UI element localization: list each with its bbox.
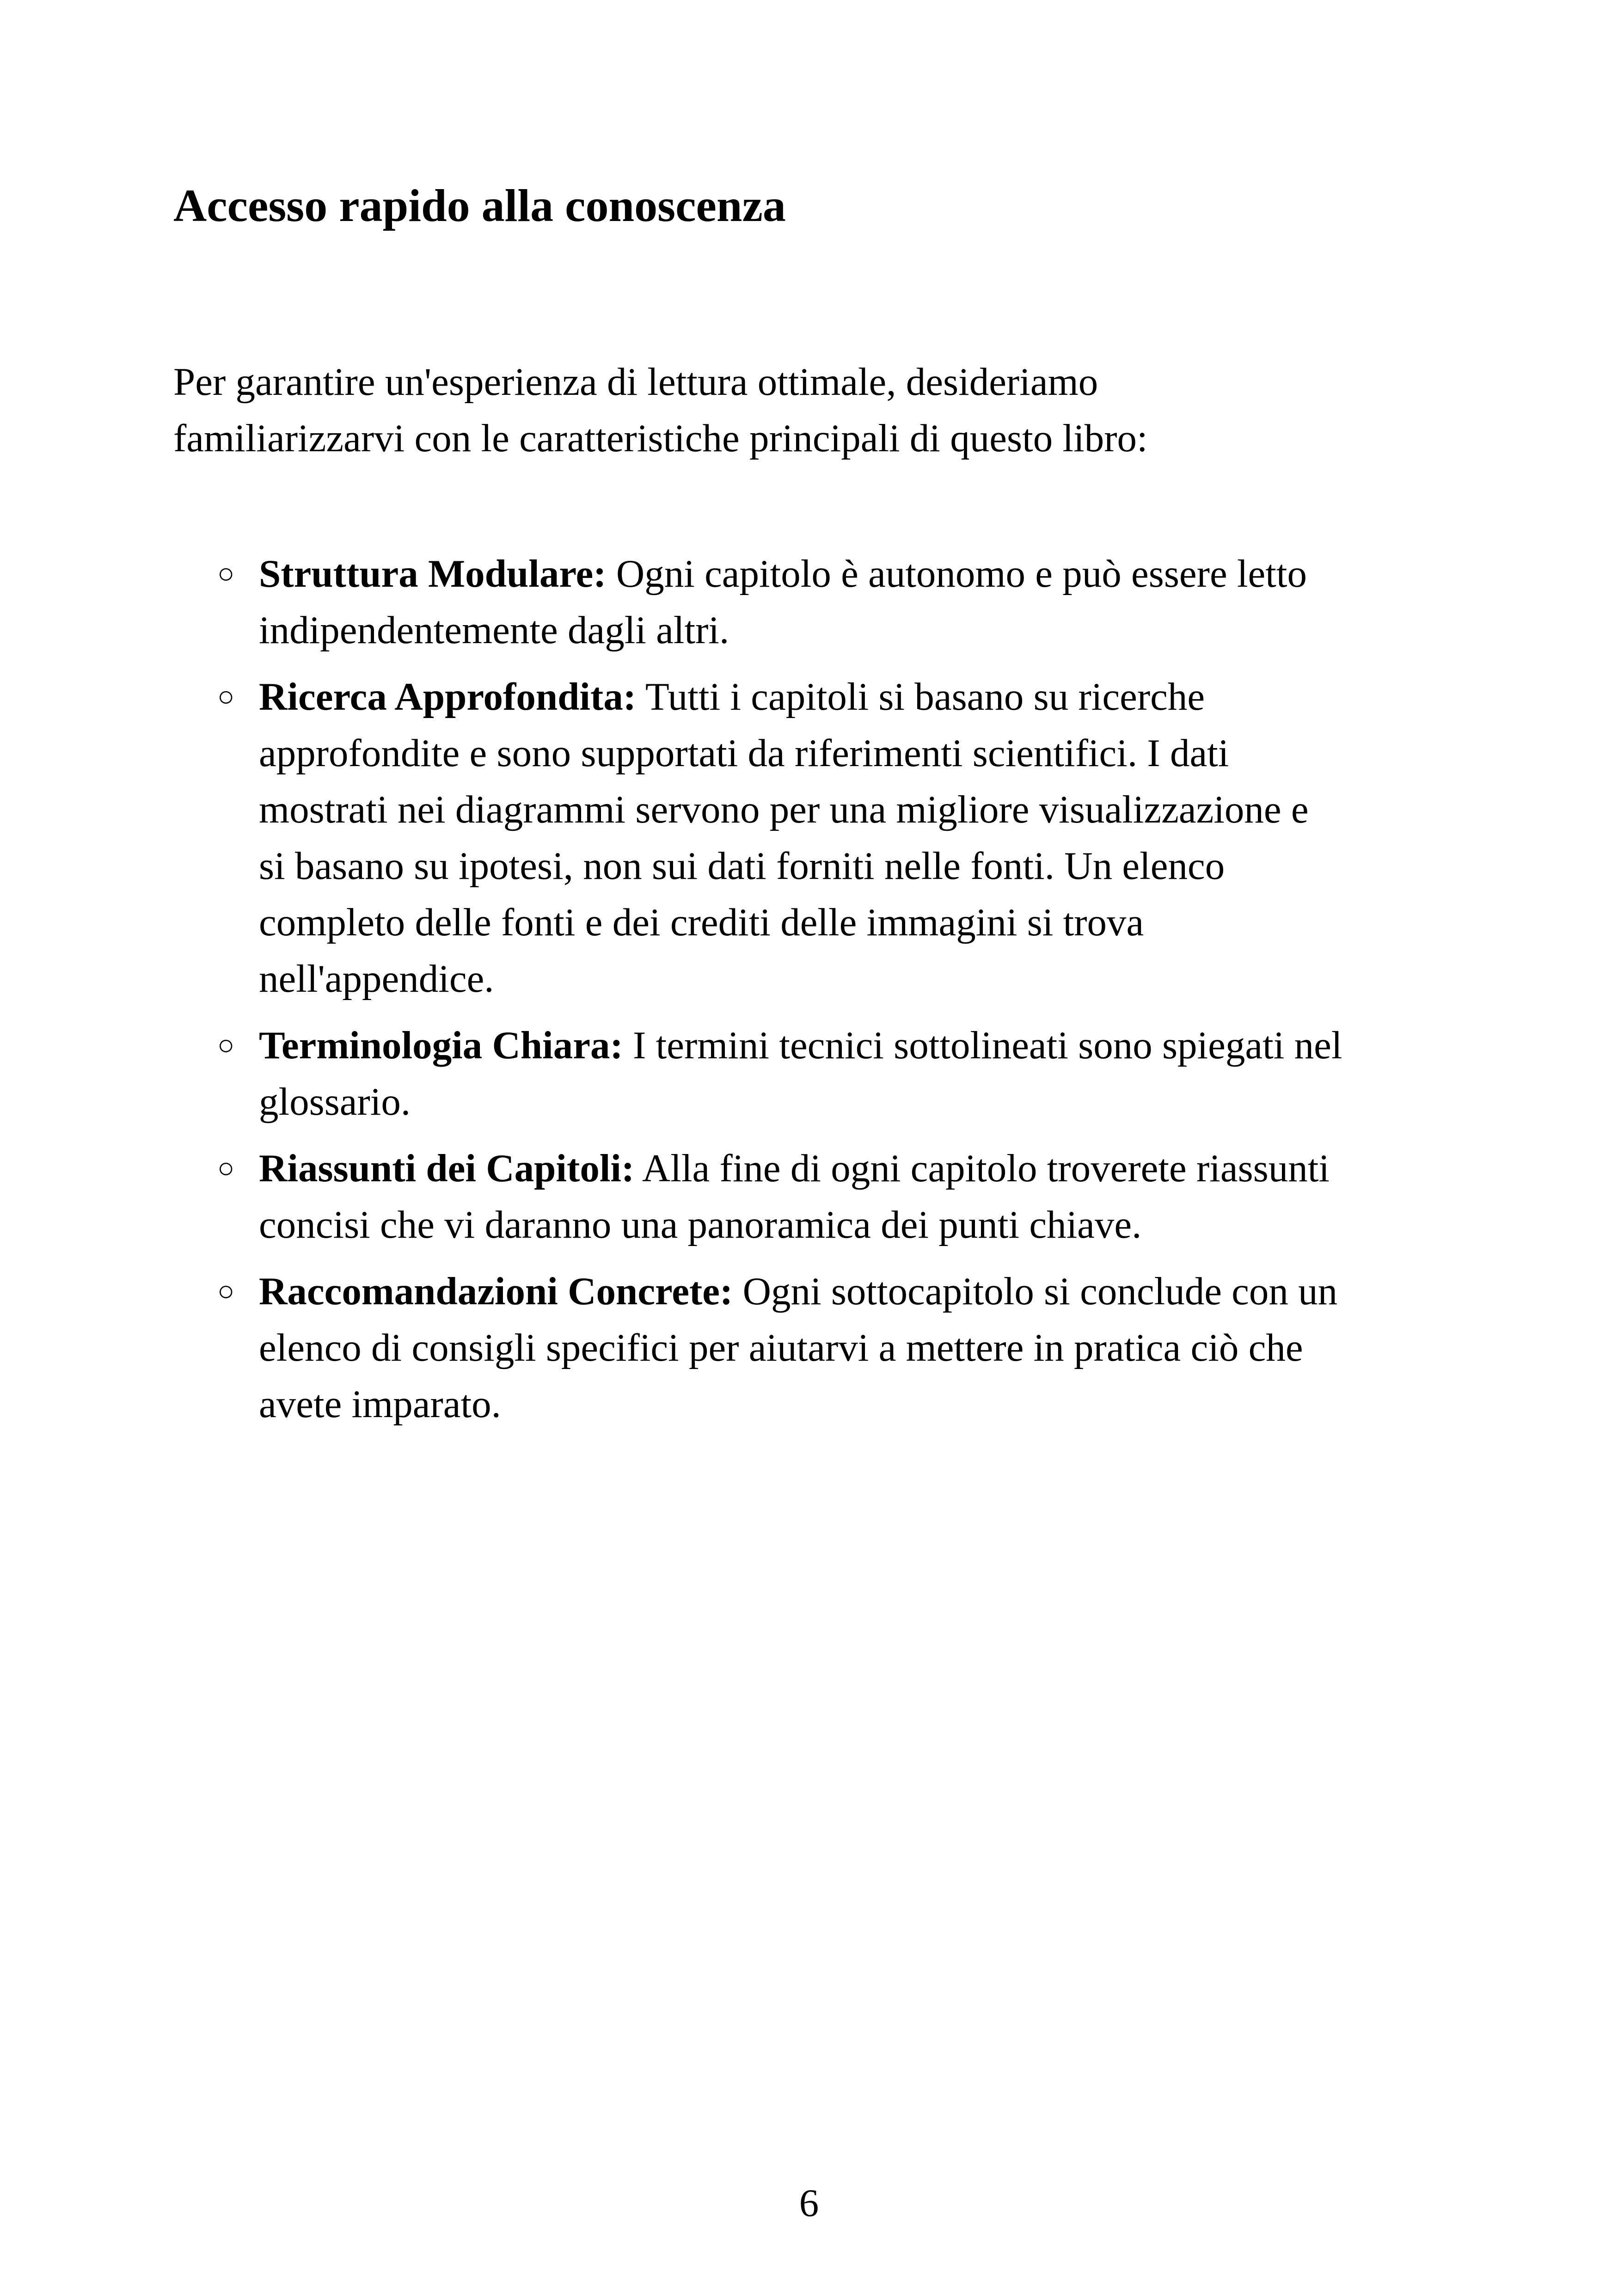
feature-line: glossario. xyxy=(259,1080,411,1123)
feature-line: mostrati nei diagrammi servono per una migliore visualizzazione e xyxy=(259,788,1309,831)
feature-line xyxy=(259,1140,1465,1197)
feature-line xyxy=(259,1017,1465,1074)
feature-item-ricerca-approfondita xyxy=(217,669,1465,1007)
page-title: Accesso rapido alla conoscenza xyxy=(173,180,786,231)
feature-line: si basano su ipotesi, non sui dati forniti nelle fonti. Un elenco xyxy=(259,844,1225,888)
circle-bullet-icon: ○ xyxy=(217,1030,235,1061)
feature-list xyxy=(217,546,1465,1443)
feature-item-raccomandazioni-concrete xyxy=(217,1263,1465,1432)
feature-text: Ogni capitolo è autonomo e può essere letto xyxy=(606,552,1307,595)
feature-line: avete imparato. xyxy=(259,1382,501,1426)
feature-text: Tutti i capitoli si basano su ricerche xyxy=(636,675,1205,718)
feature-term: Raccomandazioni Concrete: xyxy=(259,1270,733,1313)
feature-term: Riassunti dei Capitoli: xyxy=(259,1147,635,1190)
feature-line xyxy=(259,1263,1465,1320)
feature-item-riassunti-dei-capitoli xyxy=(217,1140,1465,1253)
feature-line: indipendentemente dagli altri. xyxy=(259,608,729,652)
feature-line: approfondite e sono supportati da riferimenti scientifici. I dati xyxy=(259,731,1229,775)
feature-line xyxy=(259,669,1465,725)
circle-bullet-icon: ○ xyxy=(217,1276,235,1307)
feature-text: Alla fine di ogni capitolo troverete riassunti xyxy=(634,1147,1330,1190)
circle-bullet-icon: ○ xyxy=(217,558,235,589)
feature-text: I termini tecnici sottolineati sono spiegati nel xyxy=(623,1024,1342,1067)
feature-line: completo delle fonti e dei crediti delle immagini si trova xyxy=(259,901,1144,944)
feature-line: elenco di consigli specifici per aiutarvi a mettere in pratica ciò che xyxy=(259,1326,1303,1369)
feature-item-struttura-modulare xyxy=(217,546,1465,658)
feature-term: Struttura Modulare: xyxy=(259,552,607,595)
circle-bullet-icon: ○ xyxy=(217,1153,235,1184)
feature-term: Terminologia Chiara: xyxy=(259,1024,623,1067)
feature-line: nell'appendice. xyxy=(259,957,494,1001)
feature-item-terminologia-chiara xyxy=(217,1017,1465,1130)
feature-term: Ricerca Approfondita: xyxy=(259,675,637,718)
intro-line: Per garantire un'esperienza di lettura ottimale, desideriamo xyxy=(173,360,1098,404)
intro-paragraph xyxy=(173,354,1468,467)
circle-bullet-icon: ○ xyxy=(217,681,235,712)
page-number: 6 xyxy=(799,2181,819,2225)
feature-line xyxy=(259,546,1465,602)
intro-line: familiarizzarvi con le caratteristiche principali di questo libro: xyxy=(173,417,1148,460)
feature-line: concisi che vi daranno una panoramica dei punti chiave. xyxy=(259,1203,1142,1246)
feature-text: Ogni sottocapitolo si conclude con un xyxy=(733,1270,1338,1313)
